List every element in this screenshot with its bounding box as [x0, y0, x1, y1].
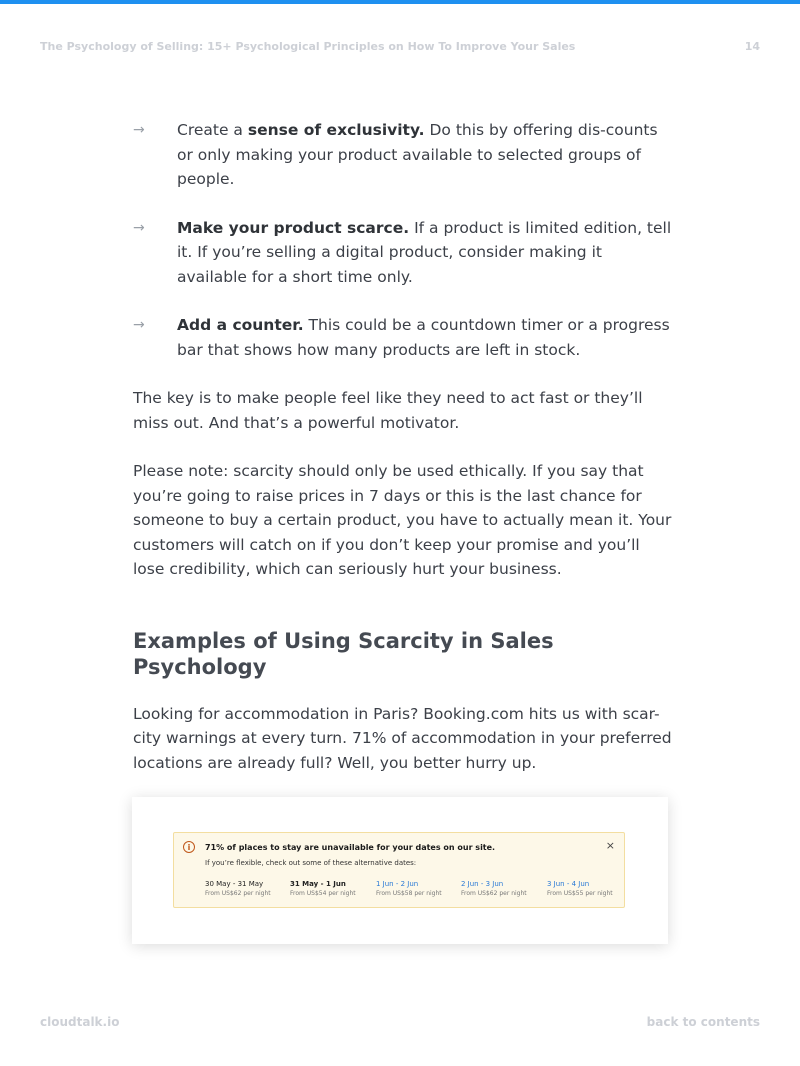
running-header — [40, 40, 760, 56]
accent-top-bar — [0, 0, 800, 4]
info-icon: i — [183, 841, 195, 853]
date-price: From US$55 per night — [547, 890, 613, 897]
booking-screenshot — [132, 797, 668, 944]
paragraph: Looking for accommodation in Paris? Booking.com hits us with scar-city warnings at every turn. 71% of accommodation in your preferred locations are already full? Well, you better hurry up. — [133, 704, 672, 772]
bullet-item — [133, 216, 673, 290]
document-title: The Psychology of Selling: 15+ Psychological Principles on How To Improve Your Sales — [40, 40, 576, 53]
date-range: 31 May - 1 Jun — [290, 880, 346, 888]
date-price: From US$58 per night — [376, 890, 442, 897]
page-number: 14 — [744, 40, 760, 53]
bullet-emphasis: sense of exclusivity. — [247, 121, 425, 139]
bullet-emphasis: Make your product scarce. — [177, 218, 410, 237]
arrow-icon: → — [133, 317, 145, 333]
alert-headline: 71% of places to stay are unavailable for your dates on our site. — [205, 843, 496, 852]
bullet-emphasis: Add a counter. — [177, 316, 304, 334]
date-option[interactable] — [290, 880, 375, 898]
date-price: From US$62 per night — [205, 890, 271, 897]
date-range: 2 Jun - 3 Jun — [461, 880, 504, 888]
paragraph: The key is to make people feel like they need to act fast or they’ll miss out. And that’s a powerful motivator. — [133, 389, 643, 432]
arrow-icon: → — [133, 219, 145, 236]
date-option[interactable] — [461, 880, 546, 898]
arrow-icon: → — [133, 122, 145, 138]
date-price: From US$54 per night — [290, 890, 356, 897]
bullet-text-after: Do this by offering dis-counts or only making your product available to selected groups of people. — [177, 121, 658, 188]
date-range: 3 Jun - 4 Jun — [547, 880, 590, 888]
scarcity-alert — [173, 832, 625, 908]
date-option[interactable] — [205, 880, 290, 898]
date-range: 1 Jun - 2 Jun — [376, 880, 419, 888]
date-range: 30 May - 31 May — [205, 880, 264, 888]
alert-subtext: If you’re flexible, check out some of these alternative dates: — [205, 859, 417, 867]
bullet-text-before: Create a — [177, 121, 248, 139]
date-option[interactable] — [547, 880, 632, 898]
back-to-contents-link[interactable]: back to contents — [646, 1015, 760, 1029]
bullet-item — [133, 118, 673, 192]
bullet-text-after: If a product is limited edition, tell it. If you’re selling a digital product, consider making it available for a short time only. — [177, 218, 672, 286]
bullet-item — [133, 313, 673, 362]
main-content — [133, 118, 673, 799]
bullet-text-after: This could be a countdown timer or a progress bar that shows how many products are left in stock. — [177, 316, 670, 359]
section-heading: Examples of Using Scarcity in Sales Psychology — [133, 628, 554, 679]
date-price: From US$62 per night — [461, 890, 527, 897]
close-icon[interactable]: × — [605, 839, 615, 852]
paragraph: Please note: scarcity should only be used ethically. If you say that you’re going to raise prices in 7 days or this is the last chance for someone to buy a certain product, you have to actually mean it. Your customers will catch on if you don’t keep your promise and you’ll lose credibility, which can seriously hurt your business. — [133, 462, 672, 578]
footer-brand[interactable]: cloudtalk.io — [40, 1015, 120, 1029]
date-option[interactable] — [376, 880, 461, 898]
